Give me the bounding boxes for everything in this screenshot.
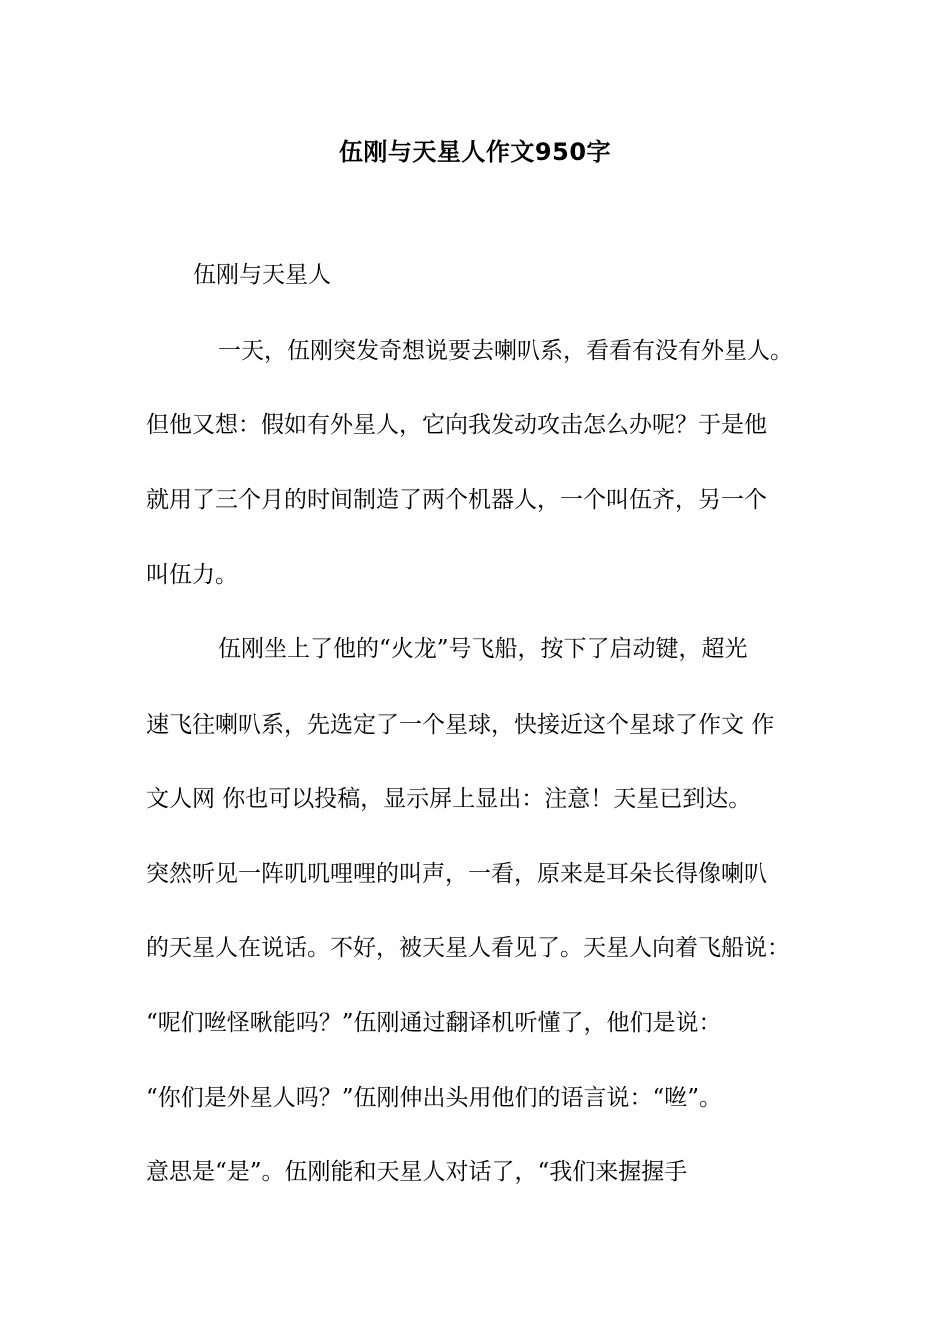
paragraph-line: 速飞往喇叭系，先选定了一个星球，快接近这个星球了作文 作 — [146, 712, 775, 738]
paragraph-line: 的天星人在说话。不好，被天星人看见了。天星人向着飞船说： — [146, 935, 790, 961]
paragraph-line: 意思是“是”。伍刚能和天星人对话了，“我们来握握手 — [146, 1159, 688, 1185]
paragraph-line: “呢们咝怪啾能吗？”伍刚通过翻译机听懂了，他们是说： — [146, 1010, 722, 1036]
paragraph-line: 但他又想：假如有外星人，它向我发动攻击怎么办呢？于是他 — [146, 412, 767, 438]
paragraph-line: 文人网 你也可以投稿，显示屏上显出：注意！天星已到达。 — [146, 786, 752, 812]
paragraph-line: 叫伍力。 — [146, 562, 238, 588]
paragraph-line: 突然听见一阵叽叽哩哩的叫声，一看，原来是耳朵长得像喇叭 — [146, 861, 767, 887]
paragraph-line: 就用了三个月的时间制造了两个机器人，一个叫伍齐，另一个 — [146, 487, 767, 513]
paragraph-line: 一天，伍刚突发奇想说要去喇叭系，看看有没有外星人。 — [218, 338, 793, 364]
paragraph-line: 伍刚坐上了他的“火龙”号飞船，按下了启动键，超光 — [218, 636, 748, 662]
paragraph-line: “你们是外星人吗？”伍刚伸出头用他们的语言说：“咝”。 — [146, 1085, 723, 1111]
essay-subtitle: 伍刚与天星人 — [193, 262, 331, 288]
document-title: 伍刚与天星人作文950字 — [338, 138, 612, 166]
